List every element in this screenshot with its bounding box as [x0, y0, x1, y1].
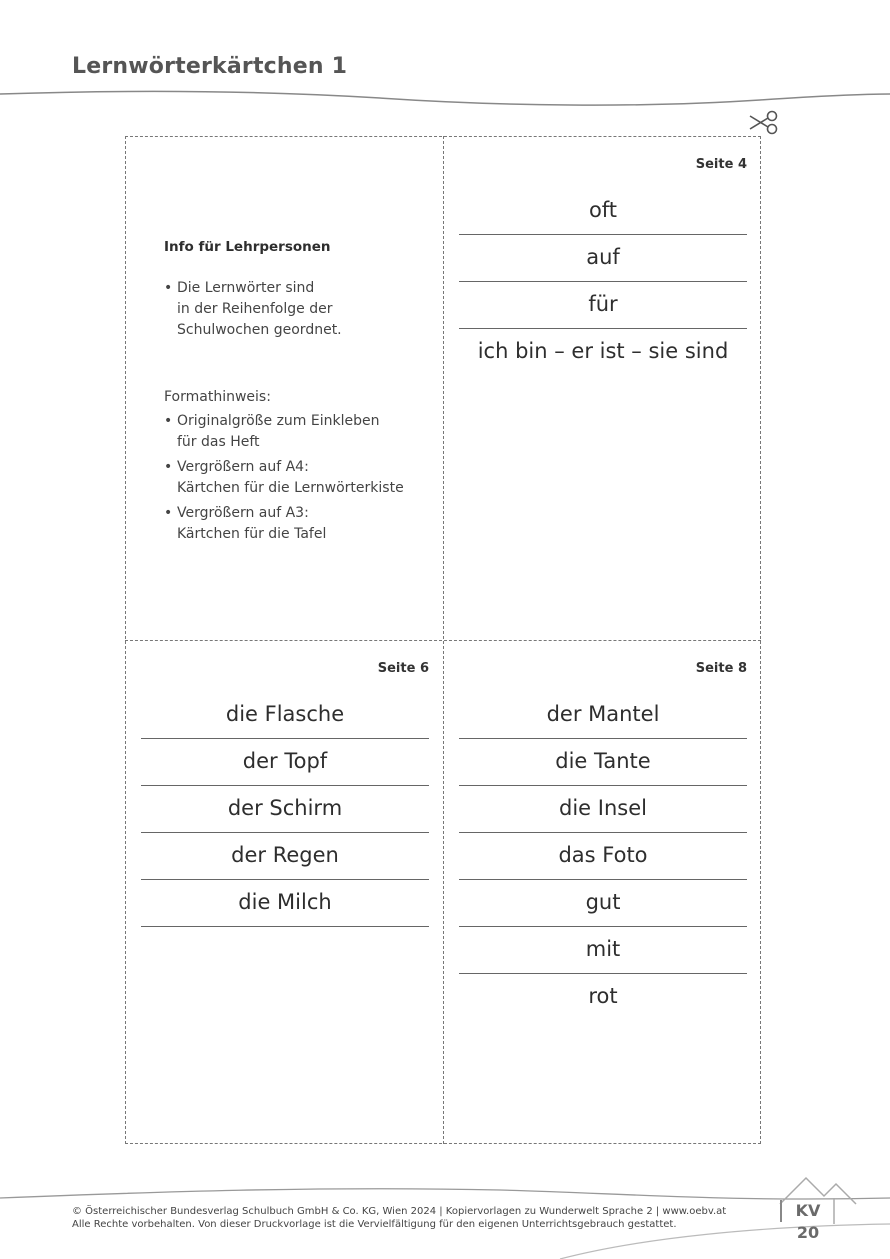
word-line: die Insel [459, 786, 747, 833]
word-line: die Tante [459, 739, 747, 786]
info-heading: Info für Lehrpersonen [164, 239, 331, 255]
footer-copyright: © Österreichischer Bundesverlag Schulbuch GmbH & Co. KG, Wien 2024 | Kopiervorlagen zu Wunderwelt Sprache 2 | www.oebv.at Alle Rechte vorbehalten. Von dieser Druckvorlage ist die Vervielfältigung für den eigenen Unterrichtsgebrauch gestattet. [72, 1206, 727, 1230]
word-line: mit [459, 927, 747, 974]
word-card-seite-8 [444, 641, 761, 1144]
format-item: • Vergrößern auf A3: Kärtchen für die Tafel [164, 503, 434, 545]
info-card [126, 137, 443, 640]
format-item: • Originalgröße zum Einkleben für das Heft [164, 411, 434, 453]
word-line: gut [459, 880, 747, 927]
word-card-seite-4 [444, 137, 761, 640]
word-line: das Foto [459, 833, 747, 880]
card-page-label: Seite 6 [377, 661, 429, 676]
page-title: Lernwörterkärtchen 1 [72, 54, 348, 79]
format-label: Formathinweis: [164, 389, 271, 405]
word-line: die Milch [141, 880, 429, 927]
info-bullet: • Die Lernwörter sind in der Reihenfolge der Schulwochen geordnet. [164, 278, 434, 341]
word-line: rot [588, 984, 618, 1008]
card-page-label: Seite 8 [695, 661, 747, 676]
kv-badge: KV 20 [780, 1200, 834, 1222]
word-line: der Mantel [459, 692, 747, 739]
word-line: die Flasche [141, 692, 429, 739]
word-line: oft [459, 188, 747, 235]
word-line: der Topf [141, 739, 429, 786]
word-line: auf [459, 235, 747, 282]
scissors-icon [747, 109, 779, 137]
word-line: der Regen [141, 833, 429, 880]
card-page-label: Seite 4 [695, 157, 747, 172]
word-line: der Schirm [141, 786, 429, 833]
word-line: ich bin – er ist – sie sind [477, 339, 729, 363]
word-card-seite-6 [126, 641, 443, 1144]
format-item: • Vergrößern auf A4: Kärtchen für die Lernwörterkiste [164, 457, 434, 499]
word-line: für [459, 282, 747, 329]
